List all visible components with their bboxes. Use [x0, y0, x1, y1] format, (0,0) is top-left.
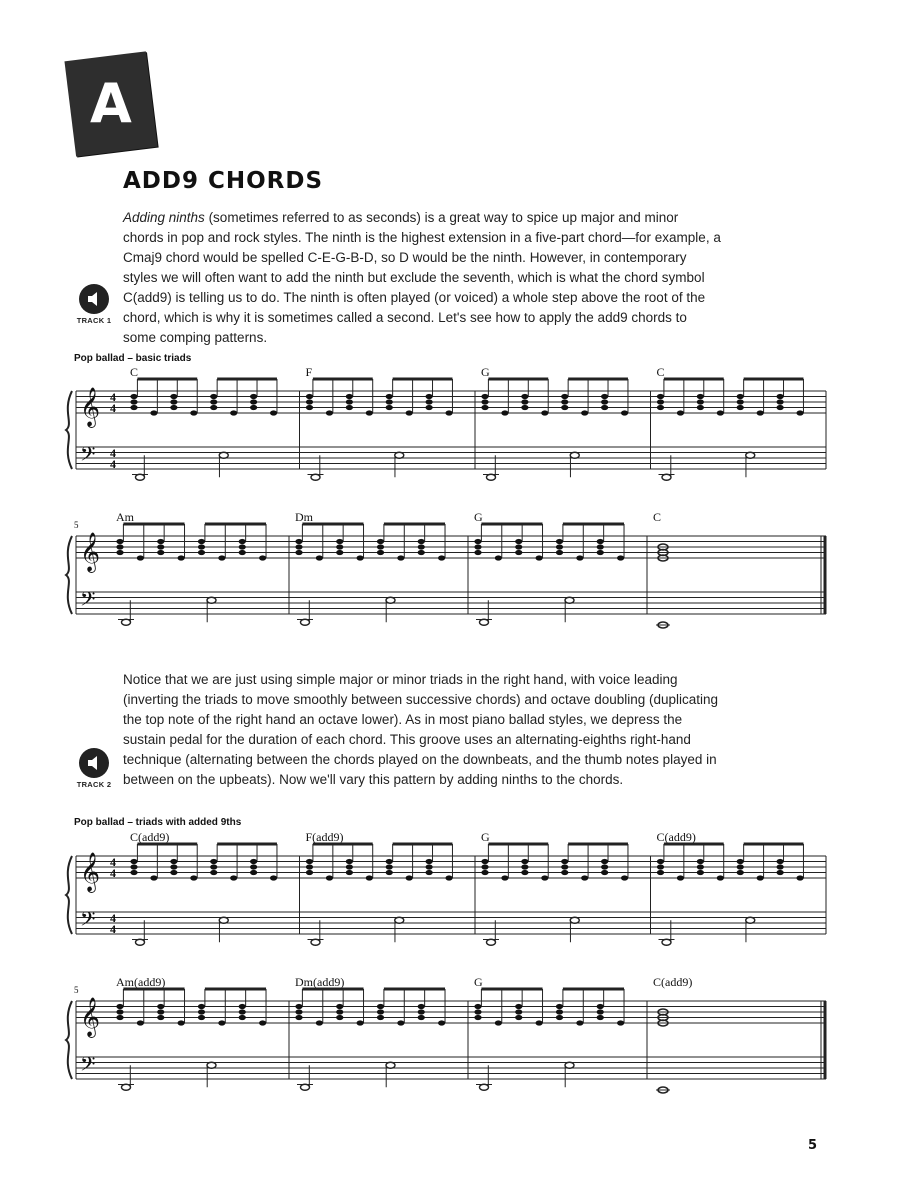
example-2-label: Pop ballad – triads with added 9ths [74, 817, 242, 828]
measure-number: 5 [74, 985, 79, 995]
chord-symbol: Dm(add9) [295, 975, 345, 989]
time-signature-bottom: 4 [110, 922, 116, 936]
chord-symbol: G [481, 365, 490, 379]
example-1-label: Pop ballad – basic triads [74, 353, 192, 364]
chord-symbol: C [656, 365, 665, 379]
chord-symbol: G [474, 510, 483, 524]
bass-clef-icon: 𝄢 [80, 1052, 96, 1081]
time-signature-top: 4 [110, 390, 116, 404]
treble-clef-icon: 𝄞 [80, 997, 101, 1037]
track-2-label: TRACK 2 [76, 780, 112, 789]
section-title: ADD9 CHORDS [123, 168, 324, 194]
speaker-icon [79, 284, 109, 314]
score-system-ex2-2 [60, 975, 840, 1115]
section-letter-badge [64, 51, 157, 156]
track-2-badge[interactable] [72, 748, 116, 789]
time-signature-top: 4 [110, 855, 116, 869]
score-system-ex2-1 [60, 830, 840, 970]
track-1-badge[interactable] [72, 284, 116, 325]
chord-symbol: Dm [295, 510, 313, 524]
page-number: 5 [808, 1138, 818, 1153]
bass-clef-icon: 𝄢 [80, 587, 96, 616]
time-signature-top: 4 [110, 911, 116, 925]
score-system-ex1-2 [60, 510, 840, 650]
chord-symbol: Am(add9) [116, 975, 166, 989]
track-1-label: TRACK 1 [76, 316, 112, 325]
bass-clef-icon: 𝄢 [80, 907, 96, 936]
section-letter: A [90, 72, 132, 136]
treble-clef-icon: 𝄞 [80, 852, 101, 892]
time-signature-bottom: 4 [110, 866, 116, 880]
chord-symbol: F(add9) [305, 830, 344, 844]
grand-staff [60, 365, 840, 505]
chord-symbol: C(add9) [656, 830, 696, 844]
second-paragraph: Notice that we are just using simple major or minor triads in the right hand, with voice leading (inverting the triads to move smoothly between successive chords) and octave doubling (duplicating the top note of the right hand an octave lower). As in most piano ballad styles, we depress the sustain pedal for the duration of each chord. This groove uses an alternating-eighths right-hand technique (alternating between the chords played on the downbeats, and the thumb notes played in between on the upbeats). Now we'll vary this pattern by adding ninths to the chords. [123, 672, 719, 787]
chord-symbol: F [305, 365, 313, 379]
grand-staff [60, 830, 840, 970]
chord-symbol: C [130, 365, 139, 379]
score-system-ex1-1 [60, 365, 840, 505]
chord-symbol: C [653, 510, 662, 524]
chord-symbol: Am [116, 510, 134, 524]
time-signature-top: 4 [110, 446, 116, 460]
chord-symbol: G [481, 830, 490, 844]
chord-symbol: C(add9) [130, 830, 170, 844]
treble-clef-icon: 𝄞 [80, 532, 101, 572]
intro-paragraph [123, 208, 721, 348]
intro-text: (sometimes referred to as seconds) is a great way to spice up major and minor chords in pop and rock styles. The ninth is the highest extension in a five-part chord—for example, a Cmaj9 chord would be spelled C-E-G-B-D, so D would be the ninth. However, in contemporary styles we will often want to add the ninth but exclude the seventh, which is what the chord symbol C(add9) is telling us to do. The ninth is often played (or voiced) a whole step above the root of the chord, which is why it is sometimes called a second. Let's see how to apply the add9 chords to some comping patterns. [123, 210, 721, 345]
treble-clef-icon: 𝄞 [80, 387, 101, 427]
grand-staff [60, 510, 840, 650]
time-signature-bottom: 4 [110, 457, 116, 471]
bass-clef-icon: 𝄢 [80, 442, 96, 471]
chord-symbol: G [474, 975, 483, 989]
intro-italic-text: Adding ninths [123, 210, 205, 225]
time-signature-bottom: 4 [110, 401, 116, 415]
grand-staff [60, 975, 840, 1115]
measure-number: 5 [74, 520, 79, 530]
chord-symbol: C(add9) [653, 975, 693, 989]
speaker-icon [79, 748, 109, 778]
